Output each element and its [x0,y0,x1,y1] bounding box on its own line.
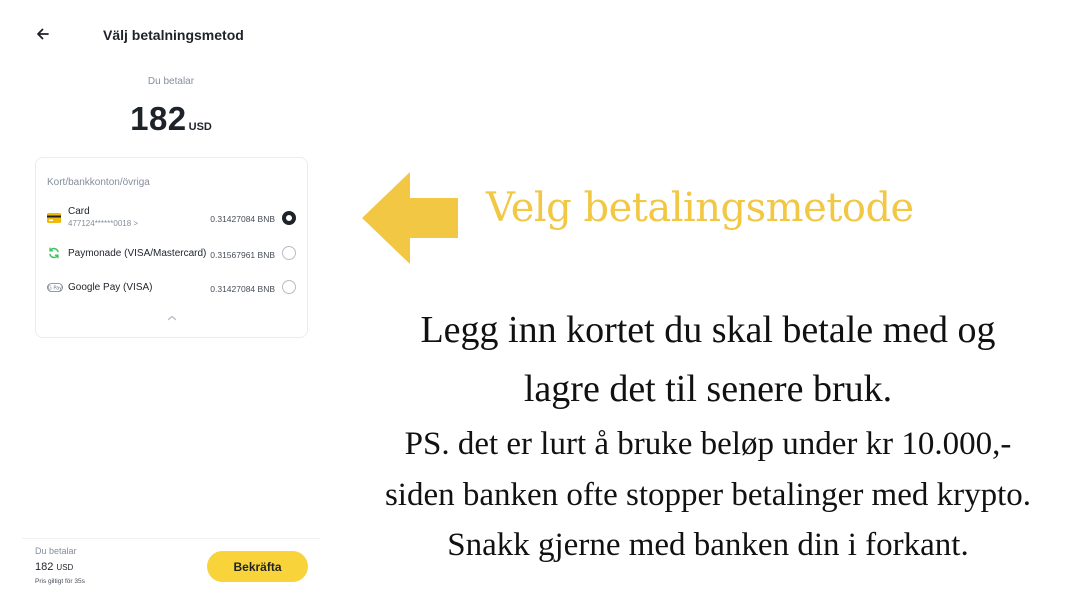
method-name: Google Pay (VISA) [68,282,153,293]
pay-amount [0,100,342,138]
annotation-headline: Velg betalingsmetode [486,185,914,231]
pay-label: Du betalar [147,76,195,87]
method-paymonade[interactable] [36,246,309,276]
method-google-pay[interactable] [36,280,309,310]
pay-amount-currency: USD [188,121,212,133]
arrow-left-icon [33,24,53,44]
footer-amount-value: 182 [35,561,54,573]
section-label: Kort/bankkonton/övriga [47,177,150,188]
payment-panel [0,0,320,613]
credit-card-icon [47,213,61,223]
card-number[interactable]: 477124******0018 > [68,219,139,228]
arrow-left-icon [360,170,460,266]
method-card[interactable] [36,204,309,234]
footer-divider [22,538,320,539]
page-title: Välj betalningsmetod [103,27,244,43]
pay-amount-value: 182 [130,100,187,137]
radio-unselected[interactable] [282,280,296,294]
method-amount: 0.31427084 BNB [210,284,275,294]
chevron-up-icon[interactable] [164,312,180,324]
instruction-line: PS. det er lurt å bruke beløp under kr 10.000,- [404,426,1012,462]
instruction-line: siden banken ofte stopper betalinger med krypto. [384,477,1032,513]
confirm-button[interactable]: Bekräfta [207,551,308,582]
instruction-line: Legg inn kortet du skal betale med og [420,309,996,351]
instruction-line: lagre det til senere bruk. [523,368,893,410]
radio-unselected[interactable] [282,246,296,260]
google-pay-icon [47,283,63,292]
instruction-line: Snakk gjerne med banken din i forkant. [447,527,969,563]
back-button[interactable] [33,24,53,44]
method-amount: 0.31567961 BNB [210,250,275,260]
footer-amount [35,561,73,573]
method-amount: 0.31427084 BNB [210,214,275,224]
method-name: Paymonade (VISA/Mastercard) [68,248,207,259]
price-validity: Pris giltigt för 35s [35,578,85,585]
refresh-circle-icon [48,247,60,259]
footer-amount-currency: USD [56,563,74,572]
method-name: Card [68,206,90,217]
svg-text:G Pay: G Pay [47,285,63,292]
radio-selected[interactable] [282,211,296,225]
footer-pay-label: Du betalar [35,546,77,556]
payment-methods-card [35,157,308,338]
